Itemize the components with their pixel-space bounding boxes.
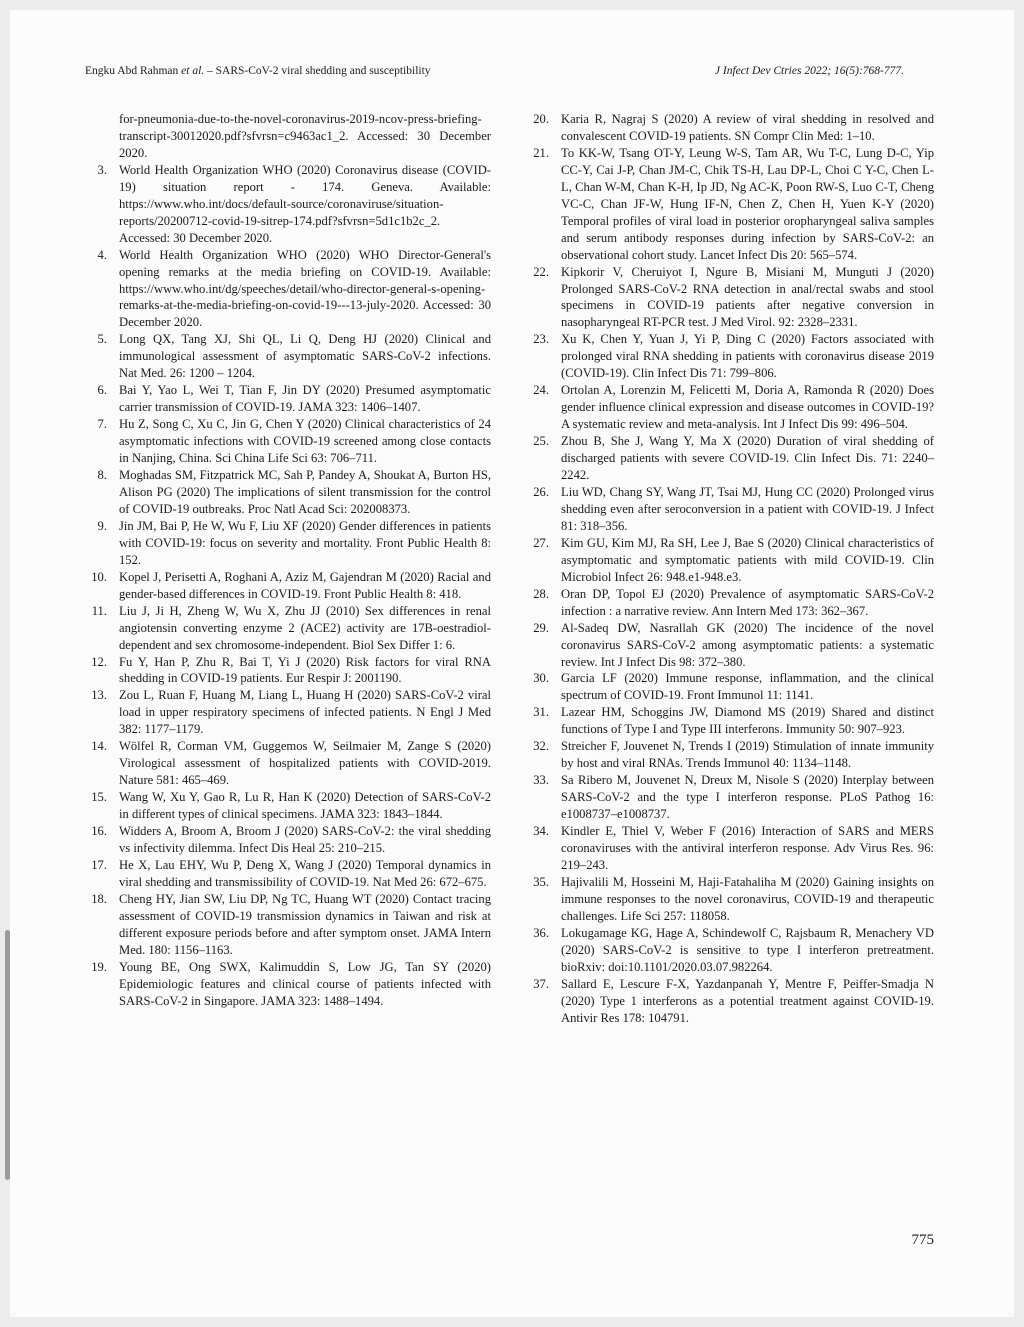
reference-text: Young BE, Ong SWX, Kalimuddin S, Low JG, Tan SY (2020) Epidemiologic features and clinical course of patients infected with SARS-CoV-2 in Singapore. JAMA 323: 1488–1494. xyxy=(119,959,491,1008)
header-authors-title xyxy=(85,65,431,77)
reference-item xyxy=(85,467,491,518)
reference-number: 15. xyxy=(91,790,107,805)
reference-number: 26. xyxy=(533,484,549,499)
reference-number: 23. xyxy=(533,332,549,347)
reference-number: 34. xyxy=(533,824,549,839)
reference-list-right xyxy=(527,111,934,1026)
reference-number: 10. xyxy=(91,569,107,584)
reference-number: 9. xyxy=(97,518,107,533)
reference-item xyxy=(527,586,934,620)
reference-item xyxy=(85,654,491,688)
scrollbar-thumb[interactable] xyxy=(5,930,10,1180)
reference-number: 22. xyxy=(533,264,549,279)
reference-text: Liu J, Ji H, Zheng W, Wu X, Zhu JJ (2010) Sex differences in renal angiotensin converting enzyme 2 (ACE2) activity are 17B-oestradiol-dependent and sex chromosome-independent. Biol Sex Differ 1: 6. xyxy=(119,603,491,652)
reference-item xyxy=(527,738,934,772)
reference-text: Kindler E, Thiel V, Weber F (2016) Interaction of SARS and MERS coronaviruses with the antiviral interferon response. Adv Virus Res. 96: 219–243. xyxy=(561,824,934,872)
reference-item xyxy=(85,891,491,959)
reference-number: 12. xyxy=(91,654,107,669)
reference-item xyxy=(527,925,934,976)
reference-number: 29. xyxy=(533,620,549,635)
reference-item xyxy=(85,382,491,416)
reference-text: Fu Y, Han P, Zhu R, Bai T, Yi J (2020) Risk factors for viral RNA shedding in COVID-19 patients. Eur Respir J: 2001190. xyxy=(119,654,491,686)
references-left-column xyxy=(85,111,491,1010)
reference-item xyxy=(85,162,491,247)
reference-item xyxy=(85,603,491,654)
reference-text: Lokugamage KG, Hage A, Schindewolf C, Rajsbaum R, Menachery VD (2020) SARS-CoV-2 is sensitive to type I interferon pretreatment. bioRxiv: doi:10.1101/2020.03.07.982264. xyxy=(561,925,934,974)
reference-text: Hajivalili M, Hosseini M, Haji-Fatahaliha M (2020) Gaining insights on immune responses to the novel coronavirus, COVID-19 and therapeutic challenges. Life Sci 257: 118058. xyxy=(561,874,934,923)
reference-number: 27. xyxy=(533,535,549,550)
reference-text: Xu K, Chen Y, Yuan J, Yi P, Ding C (2020) Factors associated with prolonged viral RNA shedding in patients with coronavirus disease 2019 (COVID-19). Clin Infect Dis 71: 799–806. xyxy=(561,332,934,381)
reference-text: Kopel J, Perisetti A, Roghani A, Aziz M, Gajendran M (2020) Racial and gender-based differences in COVID-19. Front Public Health 8: 418. xyxy=(119,569,491,601)
reference-number: 28. xyxy=(533,586,549,601)
reference-item xyxy=(527,823,934,874)
reference-item xyxy=(527,145,934,264)
reference-item xyxy=(527,264,934,332)
header-journal-citation xyxy=(715,65,904,77)
reference-text: Hu Z, Song C, Xu C, Jin G, Chen Y (2020) Clinical characteristics of 24 asymptomatic infections with COVID-19 screened among close contacts in Nanjing, China. Sci China Life Sci 63: 706–711. xyxy=(119,417,491,466)
reference-number: 30. xyxy=(533,671,549,686)
references-right-column xyxy=(527,111,934,1026)
reference-item xyxy=(85,416,491,467)
reference-number: 6. xyxy=(97,383,107,398)
reference-number: 8. xyxy=(97,468,107,483)
reference-number: 36. xyxy=(533,925,549,940)
reference-item xyxy=(85,789,491,823)
reference-number: 5. xyxy=(97,332,107,347)
reference-item xyxy=(85,331,491,382)
reference-number: 24. xyxy=(533,383,549,398)
reference-text: Sa Ribero M, Jouvenet N, Dreux M, Nisole S (2020) Interplay between SARS-CoV-2 and the type I interferon response. PLoS Pathog 16: e1008737–e1008737. xyxy=(561,773,934,822)
reference-item xyxy=(527,874,934,925)
reference-number: 35. xyxy=(533,874,549,889)
reference-number: 18. xyxy=(91,891,107,906)
reference-item xyxy=(85,823,491,857)
reference-number: 4. xyxy=(97,247,107,262)
reference-item xyxy=(85,857,491,891)
reference-item xyxy=(85,569,491,603)
reference-text: Ortolan A, Lorenzin M, Felicetti M, Doria A, Ramonda R (2020) Does gender influence clinical expression and disease outcomes in COVID-19? A systematic review and meta-analysis. Int J Infect Dis 99: 496–504. xyxy=(561,383,934,432)
reference-item xyxy=(85,247,491,332)
reference-list-left xyxy=(85,111,491,1010)
reference-text: Zou L, Ruan F, Huang M, Liang L, Huang H (2020) SARS-CoV-2 viral load in upper respiratory specimens of infected patients. N Engl J Med 382: 1177–1179. xyxy=(119,688,491,737)
reference-number: 14. xyxy=(91,739,107,754)
reference-text: Kim GU, Kim MJ, Ra SH, Lee J, Bae S (2020) Clinical characteristics of asymptomatic and symptomatic patients with mild COVID-19. Clin Microbiol Infect 26: 948.e1-948.e3. xyxy=(561,535,934,584)
reference-number: 31. xyxy=(533,705,549,720)
reference-number: 17. xyxy=(91,857,107,872)
reference-number: 16. xyxy=(91,824,107,839)
reference-number: 13. xyxy=(91,688,107,703)
reference-text: Liu WD, Chang SY, Wang JT, Tsai MJ, Hung CC (2020) Prolonged virus shedding even after seroconversion in a patient with COVID-19. J Infect 81: 318–356. xyxy=(561,484,934,533)
reference-text: Sallard E, Lescure F-X, Yazdanpanah Y, Mentre F, Peiffer-Smadja N (2020) Type 1 interferons as a potential treatment against COVID-19. Antivir Res 178: 104791. xyxy=(561,976,934,1025)
reference-text: World Health Organization WHO (2020) Coronavirus disease (COVID-19) situation report - 174. Geneva. Available: https://www.who.int/docs/default-source/coronaviruse/situation-reports/20200712-covid-19-sitrep-174.pdf?sfvrsn=5d1c1b2c_2. Accessed: 30 December 2020. xyxy=(119,162,491,245)
reference-item xyxy=(527,620,934,671)
reference-item xyxy=(527,331,934,382)
reference-number: 7. xyxy=(97,417,107,432)
reference-item xyxy=(85,687,491,738)
reference-text: Wölfel R, Corman VM, Guggemos W, Seilmaier M, Zange S (2020) Virological assessment of hospitalized patients with COVID-2019. Nature 581: 465–469. xyxy=(119,739,491,788)
reference-number: 37. xyxy=(533,976,549,991)
header-journal: J Infect Dev Ctries xyxy=(714,65,802,77)
reference-text: Garcia LF (2020) Immune response, inflammation, and the clinical spectrum of COVID-19. Front Immunol 11: 1141. xyxy=(561,671,934,703)
reference-text: Jin JM, Bai P, He W, Wu F, Liu XF (2020) Gender differences in patients with COVID-19: focus on severity and mortality. Front Public Health 8: 152. xyxy=(119,518,491,567)
reference-text: Wang W, Xu Y, Gao R, Lu R, Han K (2020) Detection of SARS-CoV-2 in different types of clinical specimens. JAMA 323: 1843–1844. xyxy=(119,790,491,822)
header-citation: 2022; 16(5):768-777. xyxy=(804,65,904,77)
reference-text: Zhou B, She J, Wang Y, Ma X (2020) Duration of viral shedding of discharged patients with severe COVID-19. Clin Infect Dis. 71: 2240–2242. xyxy=(561,434,934,483)
reference-number: 20. xyxy=(533,112,549,126)
header-etal: et al. xyxy=(181,65,205,77)
reference-number: 11. xyxy=(91,603,107,618)
reference-text: He X, Lau EHY, Wu P, Deng X, Wang J (2020) Temporal dynamics in viral shedding and transmissibility of COVID-19. Nat Med 26: 672–675. xyxy=(119,857,491,889)
reference-item xyxy=(527,535,934,586)
reference-text: Bai Y, Yao L, Wei T, Tian F, Jin DY (2020) Presumed asymptomatic carrier transmission of COVID-19. JAMA 323: 1406–1407. xyxy=(119,383,491,415)
reference-number: 33. xyxy=(533,773,549,788)
reference-text: Widders A, Broom A, Broom J (2020) SARS-CoV-2: the viral shedding vs infectivity dilemma. Infect Dis Heal 25: 210–215. xyxy=(119,824,491,855)
reference-text: Al-Sadeq DW, Nasrallah GK (2020) The incidence of the novel coronavirus SARS-CoV-2 among asymptomatic patients: a systematic review. Int J Infect Dis 98: 372–380. xyxy=(561,620,934,669)
reference-number: 21. xyxy=(533,145,549,160)
reference-text: Moghadas SM, Fitzpatrick MC, Sah P, Pandey A, Shoukat A, Burton HS, Alison PG (2020) The implications of silent transmission for the control of COVID-19 outbreaks. Proc Natl Acad Sci: 202008373. xyxy=(119,468,491,516)
reference-text: Lazear HM, Schoggins JW, Diamond MS (2019) Shared and distinct functions of Type I and Type III interferons. Immunity 50: 907–923. xyxy=(561,705,934,737)
header-short-title: – SARS-CoV-2 viral shedding and susceptibility xyxy=(207,65,431,77)
reference-item xyxy=(527,670,934,704)
reference-item xyxy=(527,111,934,145)
reference-item xyxy=(527,704,934,738)
document-page xyxy=(10,10,1014,1317)
reference-item xyxy=(85,738,491,789)
reference-continuation: for-pneumonia-due-to-the-novel-coronavirus-2019-ncov-press-briefing-transcript-30012020.pdf?sfvrsn=c9463ac1_2. Accessed: 30 December 2020. xyxy=(119,112,491,160)
reference-number: 25. xyxy=(533,434,549,449)
reference-item xyxy=(85,959,491,1010)
reference-text: World Health Organization WHO (2020) WHO Director-General's opening remarks at the media briefing on COVID-19. Available: https://www.who.int/dg/speeches/detail/who-director-general-s-opening-remarks-at-the-media-briefing-on-covid-19---13-july-2020. Accessed: 30 December 2020. xyxy=(119,247,491,330)
reference-item xyxy=(527,433,934,484)
reference-number: 3. xyxy=(97,162,107,177)
reference-item xyxy=(527,772,934,823)
reference-item xyxy=(85,518,491,569)
reference-text: Kipkorir V, Cheruiyot I, Ngure B, Misiani M, Munguti J (2020) Prolonged SARS-CoV-2 RNA detection in anal/rectal swabs and stool specimens in COVID-19 patients after negative conversion in nasopharyngeal RT-PCR test. J Med Virol. 92: 2328–2331. xyxy=(561,264,934,330)
running-header xyxy=(85,65,904,85)
reference-text: Streicher F, Jouvenet N, Trends I (2019) Stimulation of innate immunity by host and viral RNAs. Trends Immunol 40: 1134–1148. xyxy=(561,739,934,771)
reference-text: To KK-W, Tsang OT-Y, Leung W-S, Tam AR, Wu T-C, Lung D-C, Yip CC-Y, Cai J-P, Chan JM-C, Chik TS-H, Lau DP-L, Choi C Y-C, Chen L-L, Chan W-M, Chan K-H, Ip JD, Ng AC-K, Poon RW-S, Luo C-T, Cheng VC-C, Chan JF-W, Hung IF-N, Chen Z, Chen H, Yuen K-Y (2020) Temporal profiles of viral load in posterior oropharyngeal saliva samples and serum antibody responses during infection by SARS-CoV-2: an observational cohort study. Lancet Infect Dis 20: 565–574. xyxy=(561,145,934,262)
reference-text: Cheng HY, Jian SW, Liu DP, Ng TC, Huang WT (2020) Contact tracing assessment of COVID-19 transmission dynamics in Taiwan and risk at different exposure periods before and after symptom onset. JAMA Intern Med. 180: 1156–1163. xyxy=(119,891,491,957)
reference-item xyxy=(527,976,934,1027)
header-author: Engku Abd Rahman xyxy=(85,65,179,77)
reference-item xyxy=(527,484,934,535)
reference-text: Long QX, Tang XJ, Shi QL, Li Q, Deng HJ (2020) Clinical and immunological assessment of asymptomatic SARS-CoV-2 infections. Nat Med. 26: 1200 – 1204. xyxy=(119,332,491,381)
reference-item xyxy=(527,382,934,433)
reference-number: 19. xyxy=(91,959,107,974)
reference-number: 32. xyxy=(533,739,549,754)
reference-text: Karia R, Nagraj S (2020) A review of viral shedding in resolved and convalescent COVID-19 patients. SN Compr Clin Med: 1–10. xyxy=(561,112,934,143)
reference-text: Oran DP, Topol EJ (2020) Prevalence of asymptomatic SARS-CoV-2 infection : a narrative review. Ann Intern Med 173: 362–367. xyxy=(561,586,934,618)
page-number: 775 xyxy=(911,1232,934,1248)
